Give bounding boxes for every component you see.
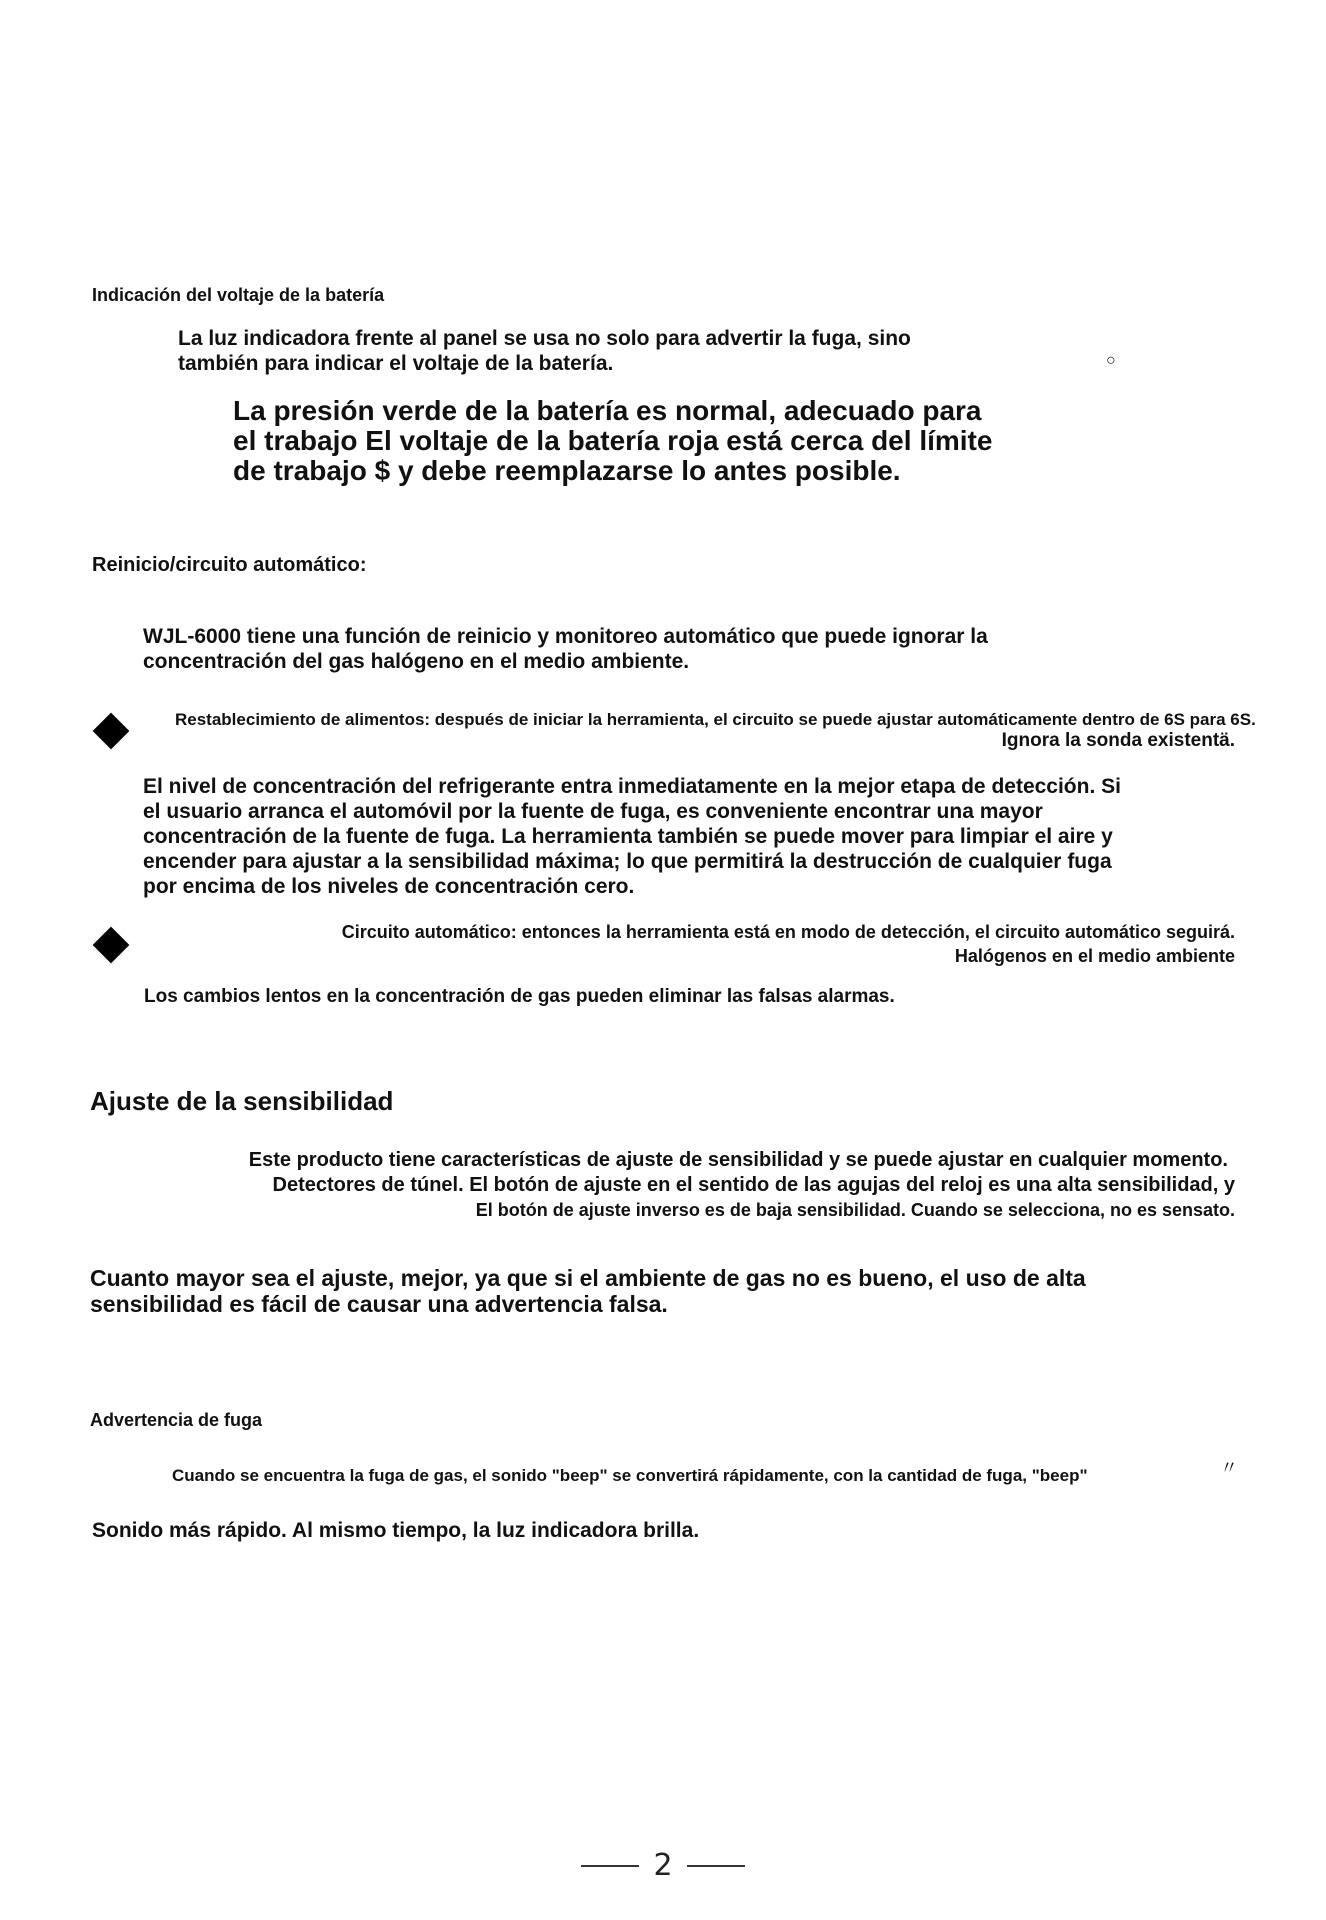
bullet-diamond xyxy=(93,927,130,964)
footer-rule-left xyxy=(581,1865,639,1867)
reset-body-line-3: concentración de la fuente de fuga. La herramienta también se puede mover para limpiar el aire y xyxy=(143,825,1113,848)
sensitivity-warning-line-2: sensibilidad es fácil de causar una advertencia falsa. xyxy=(90,1291,668,1317)
battery-intro-line-1: La luz indicadora frente al panel se usa no solo para advertir la fuga, sino xyxy=(178,327,911,350)
stray-mark: ○ xyxy=(1106,352,1116,369)
section-heading-leak: Advertencia de fuga xyxy=(90,1410,263,1430)
page-footer xyxy=(0,1848,1326,1883)
sensitivity-line-3: El botón de ajuste inverso es de baja sensibilidad. Cuando se selecciona, no es sensato. xyxy=(475,1200,1235,1220)
page-number: 2 xyxy=(653,1848,673,1883)
leak-line-1: Cuando se encuentra la fuga de gas, el sonido "beep" se convertirá rápidamente, con la cantidad de fuga, "beep" xyxy=(172,1466,1088,1485)
section-heading-battery: Indicación del voltaje de la batería xyxy=(92,285,385,305)
battery-detail-line-3: de trabajo $ y debe reemplazarse lo antes posible. xyxy=(233,455,901,486)
reset-body-line-1: El nivel de concentración del refrigerante entra inmediatamente en la mejor etapa de detección. Si xyxy=(143,775,1121,798)
stray-mark: 〃 xyxy=(1220,1458,1238,1478)
section-heading-sensitivity: Ajuste de la sensibilidad xyxy=(90,1086,394,1116)
sensitivity-line-1: Este producto tiene características de ajuste de sensibilidad y se puede ajustar en cualquier momento. xyxy=(248,1149,1228,1171)
bullet-diamond xyxy=(93,713,130,750)
reset-bullet2-line-1: Circuito automático: entonces la herramienta está en modo de detección, el circuito automático seguirá. xyxy=(341,922,1235,942)
reset-body-line-4: encender para ajustar a la sensibilidad máxima; lo que permitirá la destrucción de cualquier fuga xyxy=(143,850,1112,873)
reset-closing: Los cambios lentos en la concentración de gas pueden eliminar las falsas alarmas. xyxy=(144,986,895,1007)
reset-body-line-2: el usuario arranca el automóvil por la fuente de fuga, es conveniente encontrar una mayor xyxy=(143,800,1043,823)
footer-rule-right xyxy=(687,1865,745,1867)
leak-line-2: Sonido más rápido. Al mismo tiempo, la luz indicadora brilla. xyxy=(92,1519,700,1542)
section-heading-reset: Reinicio/circuito automático: xyxy=(92,554,367,576)
reset-body-line-5: por encima de los niveles de concentración cero. xyxy=(143,875,635,898)
battery-intro-line-2: también para indicar el voltaje de la batería. xyxy=(178,352,614,375)
sensitivity-warning-line-1: Cuanto mayor sea el ajuste, mejor, ya que si el ambiente de gas no es bueno, el uso de alta xyxy=(90,1265,1086,1291)
reset-bullet1-line-1: Restablecimiento de alimentos: después de iniciar la herramienta, el circuito se puede ajustar automáticamente dentro de 6S para 6S. xyxy=(175,710,1256,729)
reset-bullet2-line-2: Halógenos en el medio ambiente xyxy=(954,946,1235,966)
reset-bullet1-line-2: Ignora la sonda existentä. xyxy=(1001,730,1235,751)
battery-detail-line-2: el trabajo El voltaje de la batería roja está cerca del límite xyxy=(233,425,993,456)
reset-intro-line-2: concentración del gas halógeno en el medio ambiente. xyxy=(143,650,690,673)
reset-intro-line-1: WJL-6000 tiene una función de reinicio y monitoreo automático que puede ignorar la xyxy=(143,625,988,648)
battery-detail-line-1: La presión verde de la batería es normal, adecuado para xyxy=(233,395,982,426)
sensitivity-line-2: Detectores de túnel. El botón de ajuste en el sentido de las agujas del reloj es una alta sensibilidad, y xyxy=(272,1174,1235,1196)
